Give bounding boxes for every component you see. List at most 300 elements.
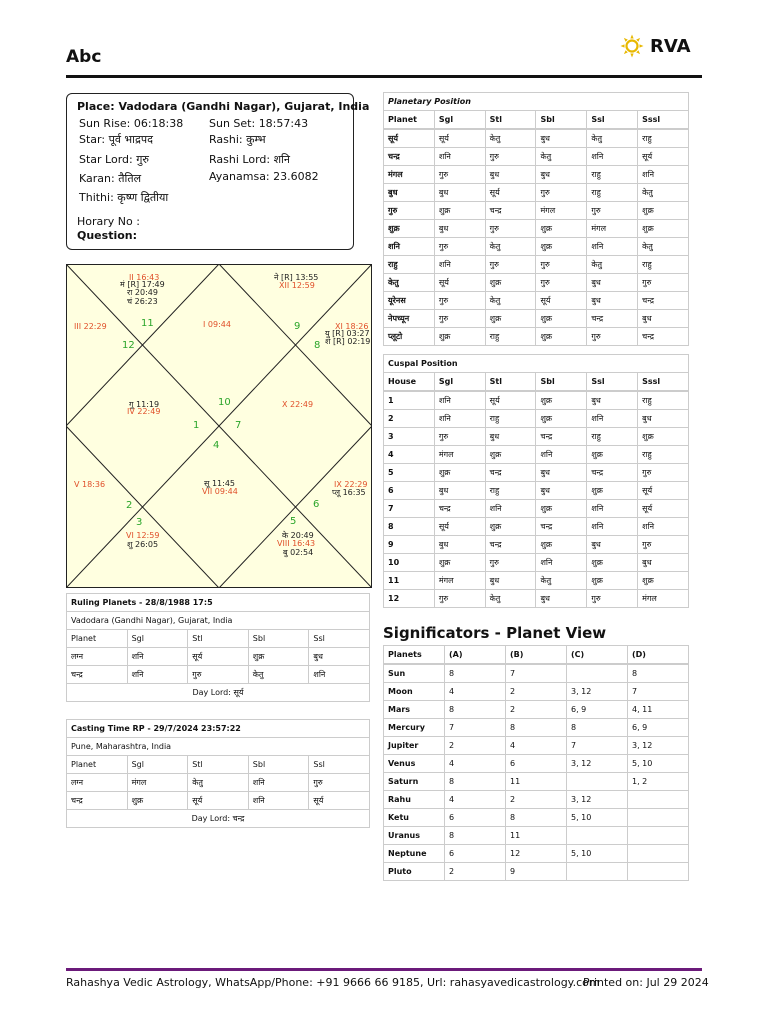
table-cell: बुध — [434, 220, 485, 238]
table-cell: बुध — [587, 392, 638, 410]
table-cell: Ketu — [384, 809, 445, 827]
table-cell: बुध — [638, 310, 689, 328]
planet-label: मं [R] 17:49 — [120, 280, 165, 289]
table-cell: शनि — [127, 666, 188, 684]
table-cell — [567, 863, 628, 881]
cusp-label: III 22:29 — [74, 322, 107, 331]
cusp-label: VII 09:44 — [202, 487, 238, 496]
table-cell: Rahu — [384, 791, 445, 809]
table-cell: बुध — [434, 536, 485, 554]
table-cell: Sun — [384, 665, 445, 683]
planet-label: ने [R] 13:55 — [274, 273, 319, 282]
table-header-cell: Ssl — [587, 111, 638, 129]
table-cell — [628, 845, 689, 863]
table-cell: शुक्र — [536, 392, 587, 410]
table-cell: सूर्य — [309, 792, 370, 810]
table-row — [67, 792, 370, 810]
table-cell: 7 — [384, 500, 435, 518]
house-number: 7 — [235, 420, 242, 431]
table-cell: शुक्र — [587, 554, 638, 572]
table-cell: Mars — [384, 701, 445, 719]
cusp-label: X 22:49 — [282, 400, 314, 409]
table-cell: बुध — [384, 184, 435, 202]
table-cell: Saturn — [384, 773, 445, 791]
table-cell: 5, 10 — [567, 809, 628, 827]
table-cell: मंगल — [434, 572, 485, 590]
footer-divider — [66, 968, 702, 971]
table-cell: 3 — [384, 428, 435, 446]
table-row — [384, 773, 689, 791]
rashi: Rashi: कुम्भ — [209, 133, 266, 146]
karan: Karan: तैतिल — [79, 172, 142, 185]
table-cell: 5, 10 — [628, 755, 689, 773]
table-header-cell: Stl — [485, 373, 536, 391]
table-cell: नेपच्यून — [384, 310, 435, 328]
table-row — [384, 572, 689, 590]
table-cell: बुध — [434, 482, 485, 500]
table-cell: सूर्य — [434, 518, 485, 536]
table-cell: केतु — [587, 130, 638, 148]
table-row — [384, 482, 689, 500]
table-cell: चन्द्र — [587, 310, 638, 328]
table-cell: शुक्र — [434, 202, 485, 220]
table-cell: 6 — [445, 845, 506, 863]
table-cell: सूर्य — [638, 482, 689, 500]
table-cell: राहु — [485, 482, 536, 500]
cusp-label: IV 22:49 — [127, 407, 161, 416]
table-cell: Venus — [384, 755, 445, 773]
table-cell: 6, 9 — [628, 719, 689, 737]
ruling-place: Vadodara (Gandhi Nagar), Gujarat, India — [67, 612, 370, 630]
table-header-cell: (B) — [506, 646, 567, 664]
table-cell: बुध — [536, 130, 587, 148]
star: Star: पूर्व भाद्रपद — [79, 133, 153, 146]
table-cell: बुध — [309, 648, 370, 666]
cuspal-title: Cuspal Position — [384, 355, 689, 373]
cusp-label: VIII 16:43 — [277, 539, 316, 548]
table-cell: शनि — [127, 648, 188, 666]
table-cell: शनि — [248, 774, 309, 792]
table-header-cell: Planet — [67, 630, 128, 648]
table-cell: मंगल — [127, 774, 188, 792]
table-cell: केतु — [536, 572, 587, 590]
table-cell: शुक्र — [587, 572, 638, 590]
significators-rows — [383, 664, 689, 881]
table-cell: राहु — [638, 256, 689, 274]
table-cell: शुक्र — [587, 482, 638, 500]
table-cell: बुध — [485, 428, 536, 446]
table-cell: सूर्य — [638, 148, 689, 166]
table-row — [384, 446, 689, 464]
table-cell: गुरु — [434, 310, 485, 328]
table-cell: 9 — [384, 536, 435, 554]
table-cell: बुध — [587, 274, 638, 292]
table-row — [384, 392, 689, 410]
house-number: 10 — [218, 397, 231, 408]
table-cell: शनि — [384, 238, 435, 256]
table-header-cell: Sgl — [434, 373, 485, 391]
table-cell: शुक्र — [536, 410, 587, 428]
table-cell: 6 — [445, 809, 506, 827]
table-cell: शुक्र — [536, 500, 587, 518]
planet-label: शु 26:05 — [127, 540, 159, 549]
thithi: Thithi: कृष्ण द्वितीया — [79, 191, 169, 204]
table-cell: गुरु — [638, 464, 689, 482]
table-cell: 4, 11 — [628, 701, 689, 719]
table-cell: शनि — [587, 238, 638, 256]
planet-label: सू 11:45 — [204, 479, 236, 488]
cuspal-rows — [383, 391, 689, 608]
table-cell: सूर्य — [434, 130, 485, 148]
house-number: 3 — [136, 517, 143, 528]
table-cell: चन्द्र — [67, 792, 128, 810]
table-cell: सूर्य — [485, 392, 536, 410]
table-cell: 8 — [445, 773, 506, 791]
table-cell: बुध — [536, 482, 587, 500]
table-cell: गुरु — [536, 184, 587, 202]
table-cell: शुक्र — [485, 518, 536, 536]
table-row — [384, 256, 689, 274]
table-row — [384, 274, 689, 292]
table-header-cell: Sgl — [127, 756, 188, 774]
table-header-cell: Ssl — [587, 373, 638, 391]
table-cell: 8 — [567, 719, 628, 737]
table-cell: Jupiter — [384, 737, 445, 755]
horoscope-chart — [66, 264, 372, 588]
table-cell: शुक्र — [485, 274, 536, 292]
planetary-rows — [383, 129, 689, 346]
table-cell: 8 — [445, 701, 506, 719]
casting-day-lord: Day Lord: चन्द्र — [67, 810, 370, 828]
table-cell: Neptune — [384, 845, 445, 863]
table-cell: शुक्र — [638, 220, 689, 238]
table-cell: गुरु — [434, 428, 485, 446]
table-cell: शुक्र — [536, 220, 587, 238]
table-cell: शुक्र — [638, 202, 689, 220]
table-cell: सूर्य — [434, 274, 485, 292]
table-cell: गुरु — [434, 238, 485, 256]
table-cell: चन्द्र — [638, 292, 689, 310]
table-header-cell: Planets — [384, 646, 445, 664]
table-cell — [628, 791, 689, 809]
casting-time-table — [66, 719, 370, 828]
table-cell: बुध — [536, 590, 587, 608]
table-cell: Uranus — [384, 827, 445, 845]
planet-label: प्लू 16:35 — [332, 488, 366, 497]
table-header-cell: Sgl — [434, 111, 485, 129]
table-row — [384, 148, 689, 166]
table-cell: शनि — [434, 148, 485, 166]
table-cell: बुध — [536, 166, 587, 184]
table-cell: गुरु — [188, 666, 249, 684]
table-cell: 4 — [445, 683, 506, 701]
house-number: 12 — [122, 340, 135, 351]
table-cell: मंगल — [384, 166, 435, 184]
table-header-cell: Stl — [188, 756, 249, 774]
table-cell: 11 — [506, 827, 567, 845]
footer-contact: Rahashya Vedic Astrology, WhatsApp/Phone: +91 9666 66 9185, Url: rahasyavedicastrology.com — [66, 976, 600, 989]
table-cell: चन्द्र — [485, 464, 536, 482]
table-cell: गुरु — [384, 202, 435, 220]
table-cell: Moon — [384, 683, 445, 701]
house-number: 4 — [213, 440, 220, 451]
table-cell: 10 — [384, 554, 435, 572]
table-header-cell: (A) — [445, 646, 506, 664]
table-cell: 8 — [628, 665, 689, 683]
table-cell: राहु — [638, 130, 689, 148]
table-header-cell: Sssl — [638, 111, 689, 129]
table-cell: शुक्र — [434, 328, 485, 346]
table-row — [384, 683, 689, 701]
cusp-label: I 09:44 — [203, 320, 231, 329]
planet-label: गु 11:19 — [129, 400, 160, 409]
table-cell: चन्द्र — [67, 666, 128, 684]
table-cell: बुध — [536, 464, 587, 482]
table-cell: गुरु — [434, 590, 485, 608]
table-header-cell: (D) — [628, 646, 689, 664]
table-cell: 4 — [445, 755, 506, 773]
table-row — [384, 791, 689, 809]
table-cell: सूर्य — [536, 292, 587, 310]
table-row — [384, 845, 689, 863]
table-row — [384, 536, 689, 554]
table-row — [384, 428, 689, 446]
table-cell: केतु — [485, 590, 536, 608]
table-cell: गुरु — [536, 274, 587, 292]
table-header-cell: Sbl — [248, 756, 309, 774]
table-cell: शनि — [434, 410, 485, 428]
horary-no: Horary No : — [77, 215, 140, 228]
table-cell: बुध — [638, 410, 689, 428]
table-cell: राहु — [384, 256, 435, 274]
table-cell: शुक्र — [127, 792, 188, 810]
table-cell: शुक्र — [434, 464, 485, 482]
table-row — [384, 701, 689, 719]
table-cell: शनि — [485, 500, 536, 518]
table-cell: शनि — [248, 792, 309, 810]
table-cell: गुरु — [638, 536, 689, 554]
table-cell: 3, 12 — [567, 755, 628, 773]
table-cell: Mercury — [384, 719, 445, 737]
table-cell: 6 — [384, 482, 435, 500]
table-row — [384, 518, 689, 536]
table-cell: राहु — [638, 392, 689, 410]
house-number: 2 — [126, 500, 133, 511]
table-row — [384, 863, 689, 881]
table-row — [67, 774, 370, 792]
table-cell: शुक्र — [536, 310, 587, 328]
house-number: 9 — [294, 321, 301, 332]
table-cell: चन्द्र — [587, 464, 638, 482]
table-cell: 5, 10 — [567, 845, 628, 863]
table-cell: गुरु — [587, 590, 638, 608]
house-number: 1 — [193, 420, 200, 431]
table-header-cell: House — [384, 373, 435, 391]
house-number: 11 — [141, 318, 154, 329]
table-cell: शुक्र — [536, 238, 587, 256]
table-cell: 2 — [506, 683, 567, 701]
rashi-lord: Rashi Lord: शनि — [209, 153, 291, 166]
table-cell: सूर्य — [485, 184, 536, 202]
table-row — [384, 238, 689, 256]
table-cell: शुक्र — [638, 572, 689, 590]
cusp-label: XII 12:59 — [279, 281, 315, 290]
table-row — [384, 130, 689, 148]
table-cell: 8 — [384, 518, 435, 536]
table-row — [384, 220, 689, 238]
cuspal-position-table — [383, 354, 689, 608]
table-cell — [567, 665, 628, 683]
cusp-label: VI 12:59 — [126, 531, 160, 540]
table-cell: चन्द्र — [536, 428, 587, 446]
table-cell: 7 — [445, 719, 506, 737]
table-header-cell: Ssl — [309, 630, 370, 648]
table-cell: शनि — [587, 148, 638, 166]
table-row — [384, 755, 689, 773]
table-row — [67, 666, 370, 684]
table-cell: शुक्र — [384, 220, 435, 238]
table-cell: केतु — [485, 292, 536, 310]
table-cell: गुरु — [485, 256, 536, 274]
table-cell: 7 — [506, 665, 567, 683]
ayanamsa: Ayanamsa: 23.6082 — [209, 170, 319, 183]
table-cell — [628, 809, 689, 827]
house-number: 8 — [314, 340, 321, 351]
table-cell: शनि — [638, 518, 689, 536]
table-cell: राहु — [638, 446, 689, 464]
table-cell: चन्द्र — [485, 536, 536, 554]
table-cell: 4 — [445, 791, 506, 809]
table-header-cell: (C) — [567, 646, 628, 664]
table-cell: 2 — [445, 863, 506, 881]
table-cell: मंगल — [536, 202, 587, 220]
cusp-label: II 16:43 — [129, 273, 160, 282]
table-row — [384, 166, 689, 184]
table-cell — [628, 827, 689, 845]
table-row — [384, 737, 689, 755]
table-cell: शनि — [434, 256, 485, 274]
table-cell: गुरु — [309, 774, 370, 792]
sun-rise: Sun Rise: 06:18:38 — [79, 117, 184, 130]
table-cell: शनि — [638, 166, 689, 184]
table-cell: 4 — [384, 446, 435, 464]
table-cell: शुक्र — [536, 328, 587, 346]
place-info-box — [66, 93, 370, 250]
table-cell: राहु — [587, 166, 638, 184]
table-cell: 2 — [384, 410, 435, 428]
table-header-cell: Sbl — [536, 373, 587, 391]
table-cell: राहु — [587, 428, 638, 446]
planetary-position-table — [383, 92, 689, 346]
table-header-cell: Sssl — [638, 373, 689, 391]
table-cell: गुरु — [434, 292, 485, 310]
table-cell: सूर्य — [638, 500, 689, 518]
table-cell: मंगल — [638, 590, 689, 608]
cusp-label: XI 18:26 — [335, 322, 369, 331]
table-cell: चन्द्र — [384, 148, 435, 166]
table-cell: लग्न — [67, 774, 128, 792]
table-cell: शुक्र — [587, 446, 638, 464]
ruling-title: Ruling Planets - 28/8/1988 17:5 — [67, 594, 370, 612]
significators-title: Significators - Planet View — [383, 624, 607, 642]
table-row — [384, 665, 689, 683]
table-cell: शुक्र — [485, 446, 536, 464]
planet-label: बु 02:54 — [283, 548, 314, 557]
table-cell: गुरु — [536, 256, 587, 274]
table-cell: शनि — [587, 518, 638, 536]
planet-label: यु [R] 03:27 — [325, 329, 370, 338]
table-cell: चन्द्र — [536, 518, 587, 536]
table-cell: शुक्र — [485, 310, 536, 328]
casting-place: Pune, Maharashtra, India — [67, 738, 370, 756]
table-cell: 9 — [506, 863, 567, 881]
table-cell: 4 — [506, 737, 567, 755]
table-header-cell: Stl — [485, 111, 536, 129]
table-cell: 3, 12 — [567, 791, 628, 809]
table-cell: शनि — [587, 410, 638, 428]
table-cell: बुध — [485, 166, 536, 184]
table-cell: शुक्र — [434, 554, 485, 572]
logo — [620, 34, 691, 58]
table-row — [384, 184, 689, 202]
footer-printed-date: Printed on: Jul 29 2024 — [583, 976, 709, 989]
table-cell: 8 — [445, 827, 506, 845]
table-cell: गुरु — [485, 148, 536, 166]
star-lord: Star Lord: गुरु — [79, 153, 150, 166]
header-divider — [66, 75, 702, 78]
table-cell: 2 — [445, 737, 506, 755]
table-cell: 6, 9 — [567, 701, 628, 719]
table-row — [384, 827, 689, 845]
table-cell: सूर्य — [384, 130, 435, 148]
cusp-label: V 18:36 — [74, 480, 106, 489]
logo-text: RVA — [650, 35, 691, 57]
table-cell: Pluto — [384, 863, 445, 881]
table-cell: गुरु — [587, 202, 638, 220]
table-cell: गुरु — [587, 328, 638, 346]
table-cell — [567, 827, 628, 845]
table-cell: 3, 12 — [567, 683, 628, 701]
table-row — [384, 328, 689, 346]
table-row — [384, 202, 689, 220]
ruling-day-lord: Day Lord: सूर्य — [67, 684, 370, 702]
sun-set: Sun Set: 18:57:43 — [209, 117, 309, 130]
table-cell: शुक्र — [248, 648, 309, 666]
cusp-label: IX 22:29 — [334, 480, 368, 489]
table-cell: 5 — [384, 464, 435, 482]
table-cell: केतु — [485, 130, 536, 148]
table-row — [384, 590, 689, 608]
table-cell: शनि — [536, 446, 587, 464]
table-cell: 1 — [384, 392, 435, 410]
table-header-cell: Stl — [188, 630, 249, 648]
table-cell: 1, 2 — [628, 773, 689, 791]
table-cell: केतु — [638, 184, 689, 202]
table-row — [384, 410, 689, 428]
table-cell: शनि — [536, 554, 587, 572]
table-cell: चन्द्र — [638, 328, 689, 346]
table-cell: लग्न — [67, 648, 128, 666]
table-row — [67, 648, 370, 666]
table-header-cell: Sbl — [248, 630, 309, 648]
table-cell: केतु — [638, 238, 689, 256]
casting-title: Casting Time RP - 29/7/2024 23:57:22 — [67, 720, 370, 738]
planet-label: शं [R] 02:19 — [325, 337, 371, 346]
table-cell: 12 — [384, 590, 435, 608]
table-cell: बुध — [587, 536, 638, 554]
table-row — [384, 292, 689, 310]
table-cell: बुध — [587, 292, 638, 310]
